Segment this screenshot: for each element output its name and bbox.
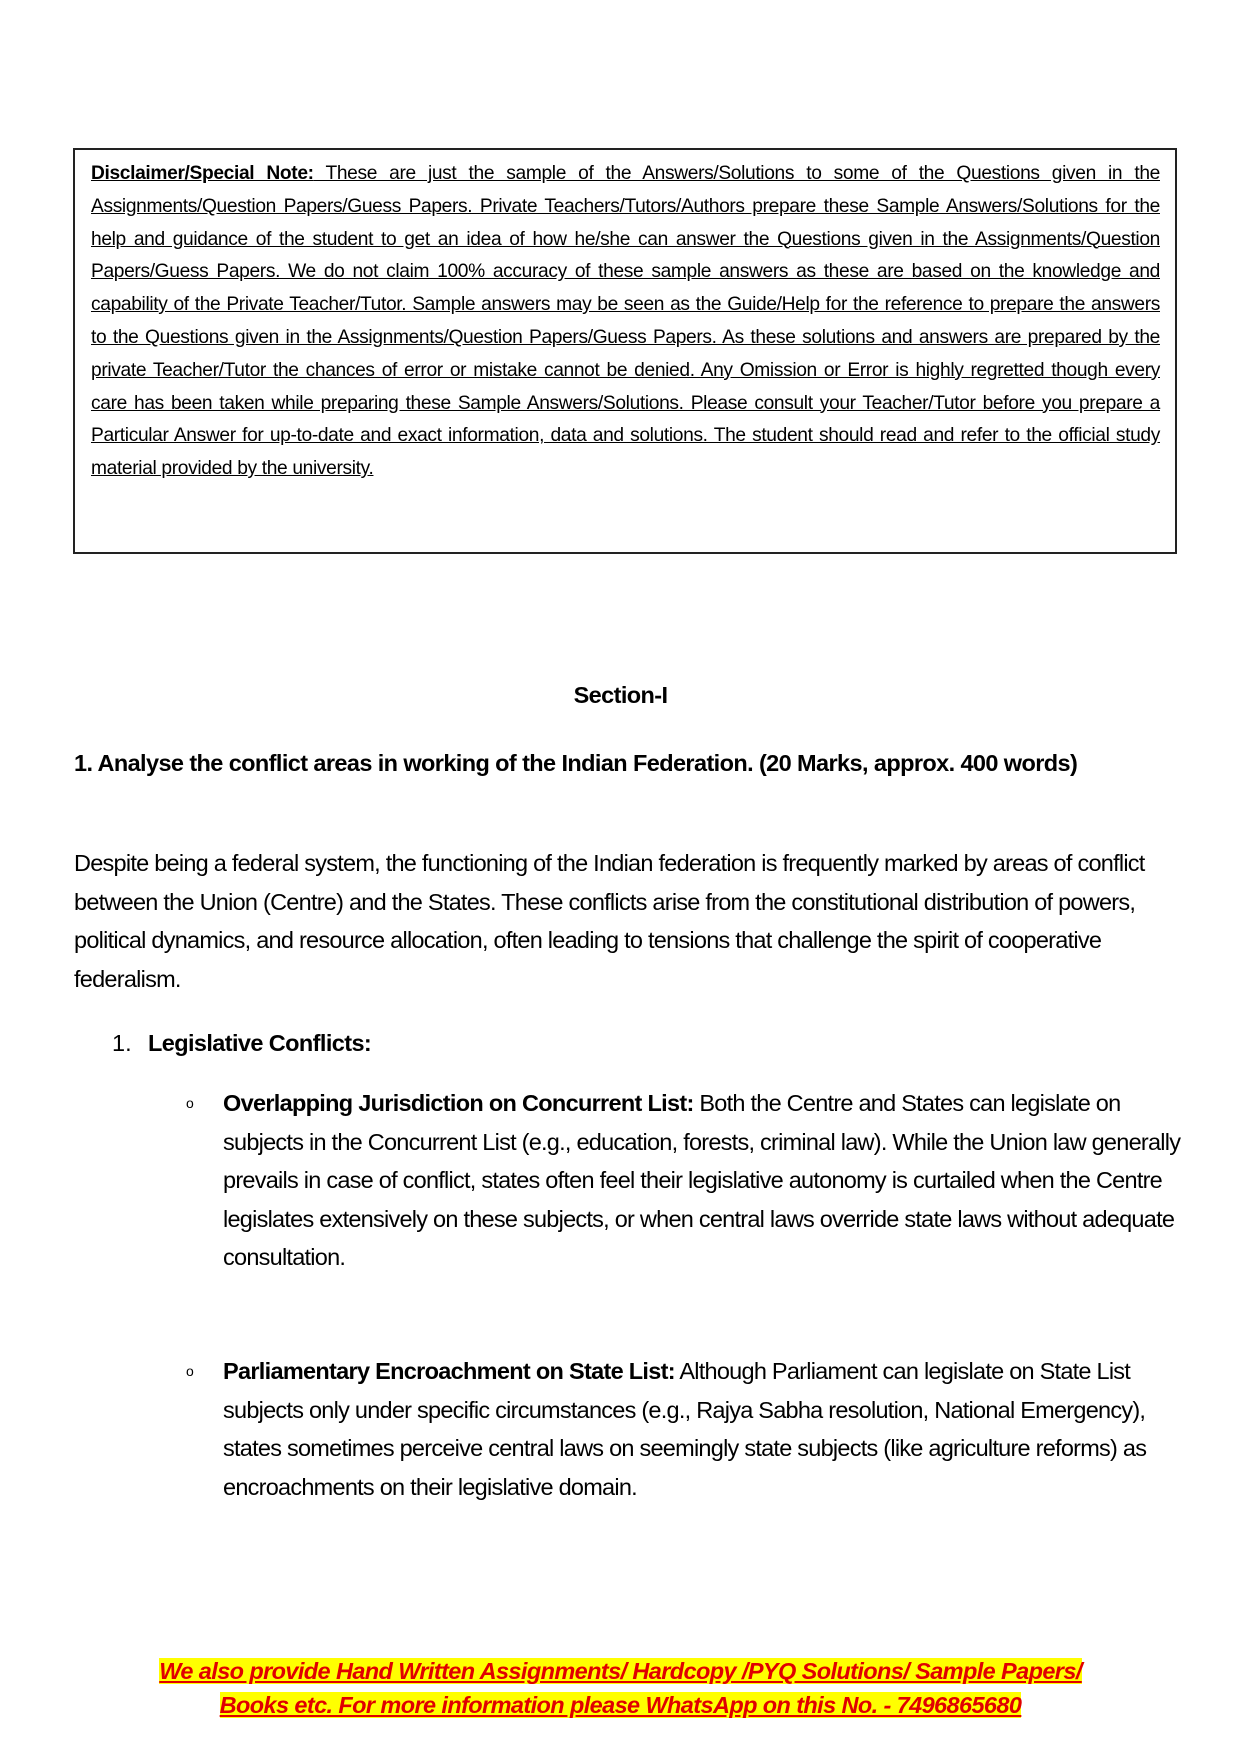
promo-footer	[0, 1654, 1241, 1722]
list-item	[223, 1084, 1183, 1277]
promo-line-2: Books etc. For more information please WhatsApp on this No. - 7496865680	[219, 1692, 1022, 1718]
list-heading: Legislative Conflicts:	[148, 1030, 372, 1056]
intro-paragraph: Despite being a federal system, the functioning of the Indian federation is frequently marked by areas of conflict between the Union (Centre) and the States. These conflicts arise from the constitutional distribution of powers, political dynamics, and resource allocation, often leading to tensions that challenge the spirit of cooperative federalism.	[74, 850, 1145, 992]
circle-bullet-icon: o	[186, 1095, 194, 1111]
section-title: Section-I	[573, 682, 668, 708]
circle-bullet-icon: o	[186, 1363, 194, 1379]
list-item	[223, 1352, 1183, 1506]
disclaimer-label: Disclaimer/Special Note:	[91, 163, 314, 184]
disclaimer-text: These are just the sample of the Answers/Solutions to some of the Questions given in the Assignments/Question Papers/Guess Papers. Private Teachers/Tutors/Authors prepare these Sample Answers/Solutions for the help and guidance of the student to get an idea of how he/she can answer the Questions given in the Assignments/Question Papers/Guess Papers. We do not claim 100% accuracy of these sample answers as these are based on the knowledge and capability of the Private Teacher/Tutor. Sample answers may be seen as the Guide/Help for the reference to prepare the answers to the Questions given in the Assignments/Question Papers/Guess Papers. As these solutions and answers are prepared by the private Teacher/Tutor the chances of error or mistake cannot be denied. Any Omission or Error is highly regretted though every care has been taken while preparing these Sample Answers/Solutions. Please consult your Teacher/Tutor before you prepare a Particular Answer for up-to-date and exact information, data and solutions. The student should read and refer to the official study material provided by the university.	[91, 163, 1160, 480]
question-heading: 1. Analyse the conflict areas in working of the Indian Federation. (20 Marks, approx. 400 words)	[74, 750, 1078, 776]
promo-line-1: We also provide Hand Written Assignments/ Hardcopy /PYQ Solutions/ Sample Papers/	[159, 1658, 1082, 1684]
disclaimer-box	[73, 148, 1177, 554]
list-number: 1.	[112, 1030, 132, 1056]
list-item-title: Parliamentary Encroachment on State List:	[223, 1358, 675, 1384]
list-item-title: Overlapping Jurisdiction on Concurrent List:	[223, 1090, 694, 1116]
list-item-text: Although Parliament can legislate on State List subjects only under specific circumstances (e.g., Rajya Sabha resolution, National Emergency), states sometimes perceive central laws on seemingly state subjects (like agriculture reforms) as encroachments on their legislative domain.	[223, 1358, 1147, 1500]
list-item-text: Both the Centre and States can legislate on subjects in the Concurrent List (e.g., education, forests, criminal law). While the Union law generally prevails in case of conflict, states often feel their legislative autonomy is curtailed when the Centre legislates extensively on these subjects, or when central laws override state laws without adequate consultation.	[223, 1090, 1181, 1270]
